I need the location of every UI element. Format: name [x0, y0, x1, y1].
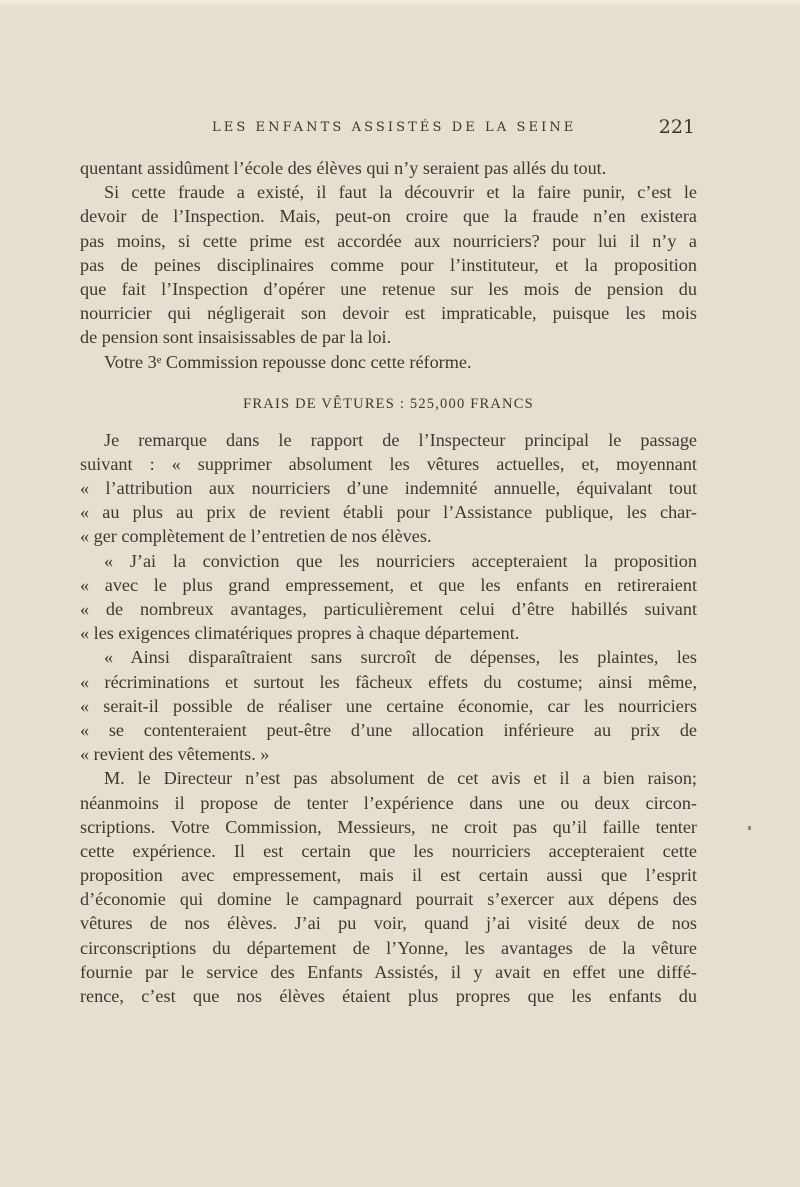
paragraph-4: [80, 428, 697, 549]
text-line: « au plus au prix de revient établi pour l’Assistance publique, les char-: [80, 502, 697, 523]
page-number: 221: [658, 116, 695, 138]
text-line: « ger complètement de l’entretien de nos élèves.: [80, 526, 432, 547]
paragraph-2: [80, 180, 697, 349]
text-line: quentant assidûment l’école des élèves qui n’y seraient pas allés du tout.: [80, 158, 607, 178]
text-line: suivant : « supprimer absolument les vêtures actuelles, et, moyennant: [80, 453, 697, 474]
text-line: « revient des vêtements. »: [80, 744, 270, 765]
text-line: nourricier qui négligerait son devoir est impraticable, puisque les mois: [80, 303, 697, 324]
text-line: néanmoins il propose de tenter l’expérience dans une ou deux circon-: [80, 792, 697, 813]
text-line: scriptions. Votre Commission, Messieurs, ne croit pas qu’il faille tenter: [80, 816, 697, 837]
text-line: pas de peines disciplinaires comme pour l’instituteur, et la proposition: [80, 254, 697, 275]
page-top-edge: [0, 0, 800, 8]
paragraph-3: [80, 350, 697, 374]
paragraph-7: [80, 766, 697, 1008]
text-line: « J’ai la conviction que les nourriciers accepteraient la proposition: [104, 550, 697, 571]
text-line: rence, c’est que nos élèves étaient plus propres que les enfants du: [80, 986, 697, 1006]
text-line: proposition avec empressement, mais il est certain aussi que l’esprit: [80, 865, 697, 886]
text-line: « se contenteraient peut-être d’une allocation inférieure au prix de: [80, 719, 697, 740]
text-line: « l’attribution aux nourriciers d’une indemnité annuelle, équivalant tout: [80, 478, 697, 499]
running-title: LES ENFANTS ASSISTÉS DE LA SEINE: [212, 120, 577, 135]
text-line: Votre 3ᵉ Commission repousse donc cette réforme.: [104, 351, 472, 372]
text-line: M. le Directeur n’est pas absolument de cet avis et il a bien raison;: [104, 768, 697, 789]
text-line: « les exigences climatériques propres à chaque département.: [80, 623, 520, 644]
text-line: « Ainsi disparaîtraient sans surcroît de dépenses, les plaintes, les: [104, 647, 697, 668]
text-line: circonscriptions du département de l’Yonne, les avantages de la vêture: [80, 937, 697, 958]
text-line: Si cette fraude a existé, il faut la découvrir et la faire punir, c’est le: [104, 182, 697, 203]
paragraph-6: [80, 645, 697, 766]
text-line: devoir de l’Inspection. Mais, peut-on croire que la fraude n’en existera: [80, 206, 697, 227]
text-line: « avec le plus grand empressement, et que les enfants en retireraient: [80, 574, 697, 595]
text-line: de pension sont insaisissables de par la loi.: [80, 327, 392, 348]
text-line: fournie par le service des Enfants Assistés, il y avait en effet une diffé-: [80, 961, 697, 982]
text-line: que fait l’Inspection d’opérer une retenue sur les mois de pension du: [80, 278, 697, 299]
ink-speck: [748, 826, 751, 830]
paragraph-1: [80, 156, 697, 180]
text-line: vêtures de nos élèves. J’ai pu voir, quand j’ai visité deux de nos: [80, 913, 697, 934]
text-line: pas moins, si cette prime est accordée aux nourriciers? pour lui il n’y a: [80, 230, 697, 251]
text-line: cette expérience. Il est certain que les nourriciers accepteraient cette: [80, 840, 697, 861]
text-line: d’économie qui domine le campagnard pourrait s’exercer aux dépens des: [80, 889, 697, 910]
text-line: « de nombreux avantages, particulièrement celui d’être habillés suivant: [80, 599, 697, 619]
text-line: Je remarque dans le rapport de l’Inspecteur principal le passage: [104, 429, 697, 450]
page-header: [80, 116, 697, 144]
text-line: « serait-il possible de réaliser une certaine économie, car les nourriciers: [80, 695, 697, 716]
paragraph-5: [80, 549, 697, 646]
text-line: « récriminations et surtout les fâcheux effets du costume; ainsi même,: [80, 671, 697, 692]
section-title: FRAIS DE VÊTURES : 525,000 FRANCS: [243, 395, 534, 412]
body-text: [80, 156, 697, 1008]
